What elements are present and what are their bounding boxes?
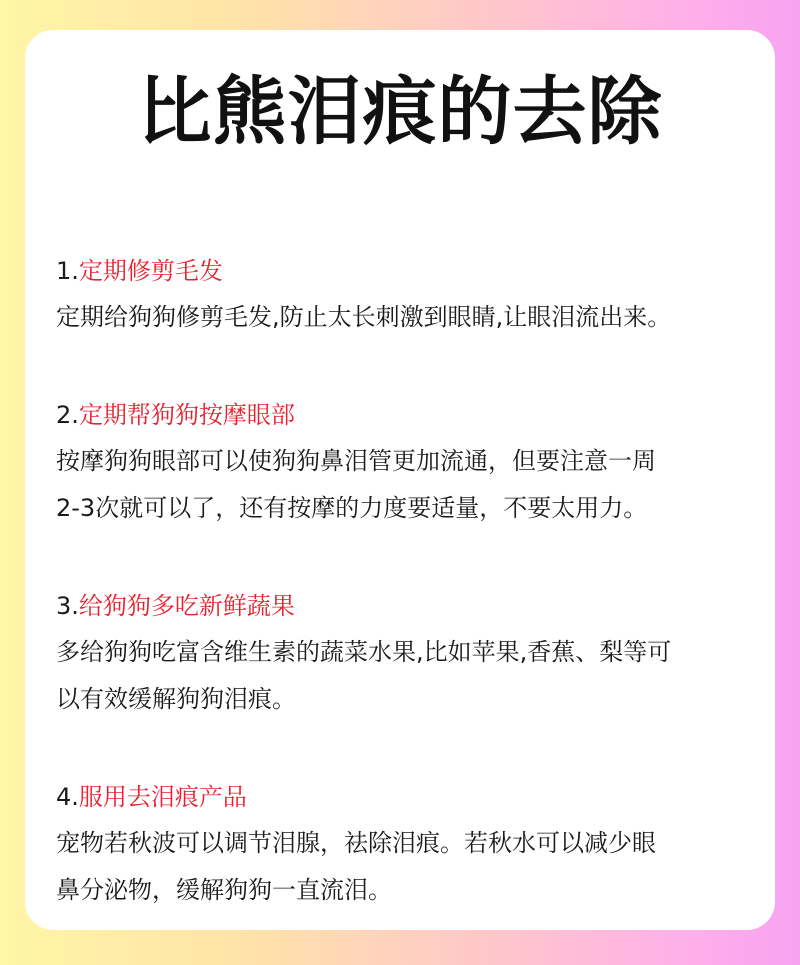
tip-heading-text: 服用去泪痕产品 xyxy=(78,783,247,811)
tip-heading-text: 定期修剪毛发 xyxy=(78,257,223,285)
tip-section-1 xyxy=(56,248,756,341)
tip-body-line: 定期给狗狗修剪毛发,防止太长刺激到眼睛,让眼泪流出来。 xyxy=(56,303,672,331)
page-title: 比熊泪痕的去除 xyxy=(137,69,663,155)
tip-number: 4. xyxy=(56,783,79,811)
tip-heading xyxy=(56,392,756,438)
tip-heading-text: 给狗狗多吃新鲜蔬果 xyxy=(78,592,295,620)
tip-section-4 xyxy=(56,774,756,914)
tip-body-line: 宠物若秋波可以调节泪腺，祛除泪痕。若秋水可以减少眼 xyxy=(56,829,656,857)
tip-number: 3. xyxy=(56,592,79,620)
tip-body-line: 多给狗狗吃富含维生素的蔬菜水果,比如苹果,香蕉、梨等可 xyxy=(56,638,672,666)
tip-number: 1. xyxy=(56,257,79,285)
tip-section-3 xyxy=(56,583,756,723)
tip-body-line: 2-3次就可以了，还有按摩的力度要适量，不要太用力。 xyxy=(56,494,648,522)
tip-number: 2. xyxy=(56,401,79,429)
tips-list xyxy=(56,248,756,965)
tip-heading xyxy=(56,774,756,820)
tip-heading xyxy=(56,248,756,294)
tip-body-line: 按摩狗狗眼部可以使狗狗鼻泪管更加流通，但要注意一周 xyxy=(56,447,656,475)
tip-heading-text: 定期帮狗狗按摩眼部 xyxy=(78,401,295,429)
tip-body-line: 以有效缓解狗狗泪痕。 xyxy=(56,685,296,713)
tip-body-line: 鼻分泌物，缓解狗狗一直流泪。 xyxy=(56,876,392,904)
tip-heading xyxy=(56,583,756,629)
tip-section-2 xyxy=(56,392,756,532)
